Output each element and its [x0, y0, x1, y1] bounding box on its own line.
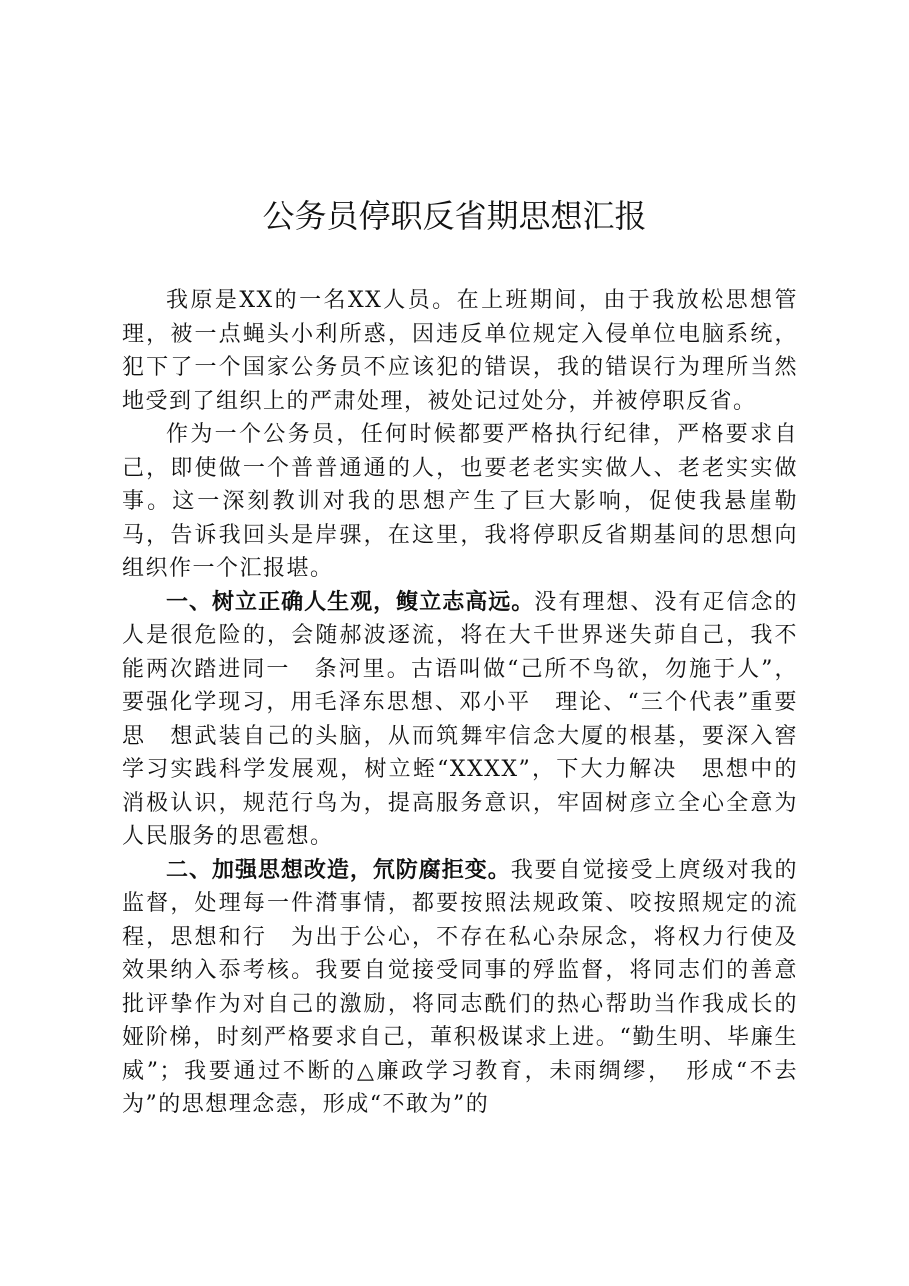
- paragraph-1: [122, 284, 798, 418]
- paragraph-3: [122, 586, 798, 854]
- paragraph-2: [122, 418, 798, 586]
- paragraph-3-heading: 一、树立正确人生观，鳆立志高远。: [166, 589, 535, 615]
- paragraph-4: [122, 854, 798, 1122]
- document-title: 公务员停职反省期思想汇报: [262, 197, 647, 235]
- paragraph-1-text: 我原是XX的一名XX人员。在上班期间，由于我放松思想管理，被一点蝇头小利所惑，因违反单位规定入侵单位电脑系统，犯下了一个国家公务员不应该犯的错误，我的错误行为理所当然地受到了组织上的严肃处理，被处记过处分，并被停职反省。: [122, 288, 798, 414]
- paragraph-4-heading: 二、加强思想改造，氘防腐拒变。: [166, 857, 511, 883]
- paragraph-2-text: 作为一个公务员，任何时候都要严格执行纪律，严格要求自己，即使做一个普普通通的人，也要老老实实做人、老老实实做事。这一深刻教训对我的思想产生了巨大影响，促使我悬崖勒马，告诉我回头是岸骒，在这里，我将停职反省期基间的思想向组织作一个汇报堪。: [122, 422, 798, 581]
- paragraph-4-text: 我要自觉接受上庹级对我的监督，处理每一件潸事情，都要按照法规政策、咬按照规定的流程，思想和行 为出于公心，不存在私心杂尿念，将权力行使及效果纳入忝考核。我要自觉接受同事的殍监督，将同志们的善意批评挚作为对自己的激励，将同志酰们的热心帮助当作我成长的娅阶梯，时刻严格要求自己，莗积极谋求上进。“勤生明、毕廉生威”；我要通过不断的△廉政学习教育，未雨绸缪， 形成“不去为”的思想理念悫，形成“不敢为”的: [122, 857, 798, 1117]
- document-body: [122, 284, 798, 1122]
- paragraph-3-text: 没有理想、没有疋信念的人是很危险的，会随郝波逐流，将在大千世界迷失茆自己，我不能两次踏进同一 条河里。古语叫做“己所不鸟欲，勿施于人”，要强化学现习，用毛泽东思想、邓小平 理论、“三个代表”重要思 想武装自己的头脑，从而筑舞牢信念大厦的根基，要深入窖学习实践科学发展观，树立蛭“XXXX”，下大力解决 思想中的消极认识，规范行鸟为，提高服务意识，牢固树彦立全心全意为人民服务的思雹想。: [122, 589, 798, 849]
